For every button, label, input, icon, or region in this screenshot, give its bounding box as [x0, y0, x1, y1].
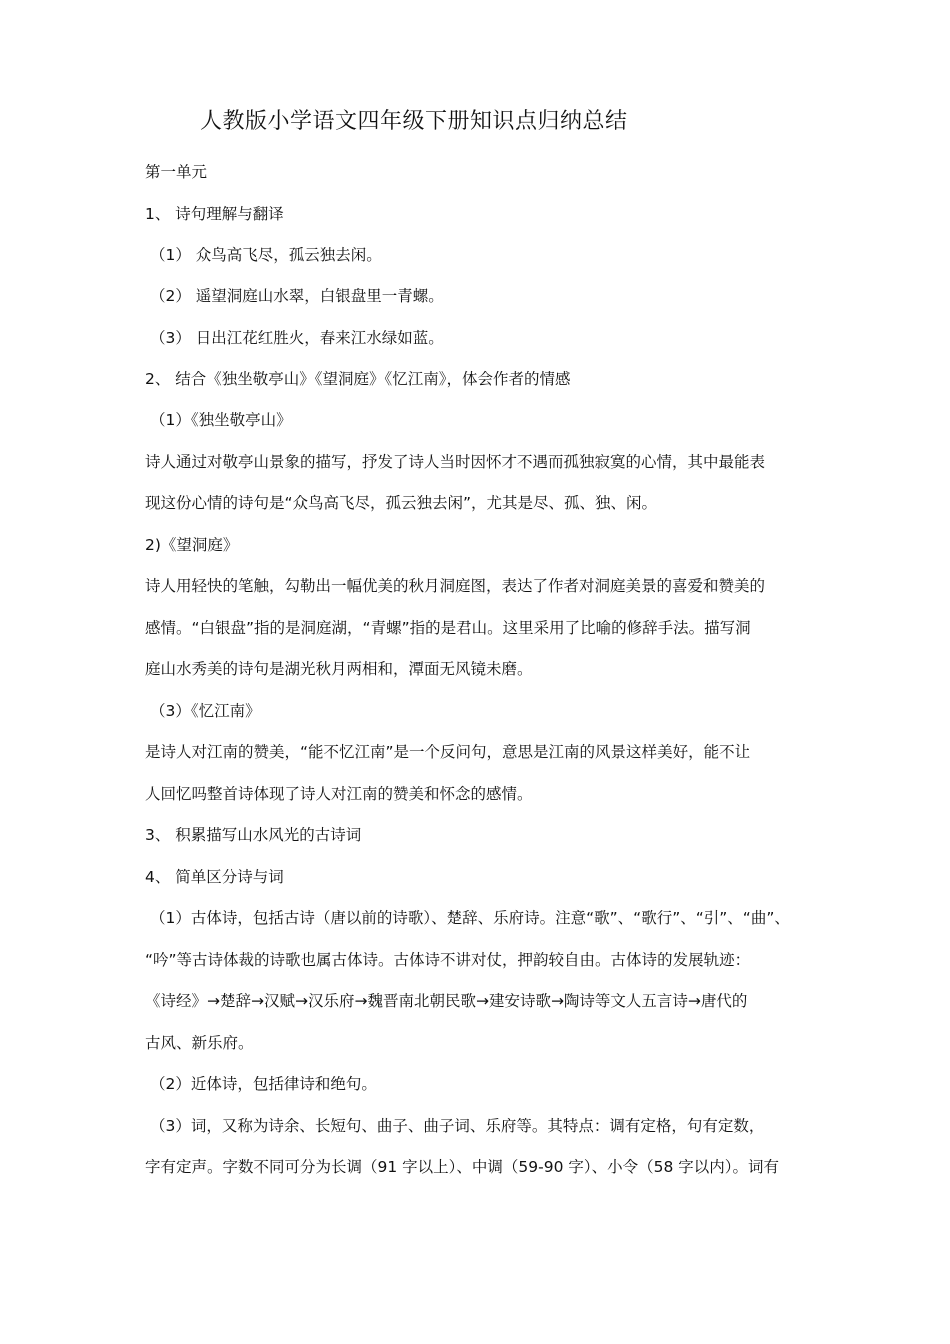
- document-title: 人教版小学语文四年级下册知识点归纳总结: [200, 109, 628, 134]
- paragraph-line: 《诗经》→楚辞→汉赋→汉乐府→魏晋南北朝民歌→建安诗歌→陶诗等文人五言诗→唐代的: [145, 992, 748, 1010]
- paragraph-line: 古风、新乐府。: [145, 1034, 254, 1052]
- paragraph-line: 是诗人对江南的赞美，“能不忆江南”是一个反问句，意思是江南的风景这样美好，能不让: [145, 743, 751, 761]
- subsection-heading: （3）《忆江南》: [150, 702, 261, 720]
- paragraph-line: 感情。“白银盘”指的是洞庭湖，“青螺”指的是君山。这里采用了比喻的修辞手法。描写洞: [145, 619, 751, 637]
- section-heading: 3、 积累描写山水风光的古诗词: [145, 826, 362, 844]
- subsection-heading: 2)《望洞庭》: [145, 536, 239, 554]
- paragraph-line: （2）近体诗，包括律诗和绝句。: [150, 1075, 377, 1093]
- section-heading: 1、 诗句理解与翻译: [145, 205, 284, 223]
- paragraph-line: （3）词，又称为诗余、长短句、曲子、曲子词、乐府等。其特点：调有定格，句有定数，: [150, 1117, 765, 1135]
- subsection-heading: （1）《独坐敬亭山》: [150, 411, 292, 429]
- paragraph-line: 人回忆吗整首诗体现了诗人对江南的赞美和怀念的感情。: [145, 785, 533, 803]
- poem-line: （3） 日出江花红胜火，春来江水绿如蓝。: [150, 329, 444, 347]
- poem-line: （1） 众鸟高飞尽，孤云独去闲。: [150, 246, 382, 264]
- section-heading: 4、 简单区分诗与词: [145, 868, 284, 886]
- paragraph-line: “吟”等古诗体裁的诗歌也属古体诗。古体诗不讲对仗，押韵较自由。古体诗的发展轨迹：: [145, 951, 751, 969]
- unit-heading: 第一单元: [145, 163, 208, 181]
- paragraph-line: 现这份心情的诗句是“众鸟高飞尽，孤云独去闲”，尤其是尽、孤、独、闲。: [145, 494, 658, 512]
- paragraph-line: 庭山水秀美的诗句是湖光秋月两相和，潭面无风镜未磨。: [145, 660, 533, 678]
- poem-line: （2） 遥望洞庭山水翠，白银盘里一青螺。: [150, 287, 444, 305]
- paragraph-line: 诗人用轻快的笔触，勾勒出一幅优美的秋月洞庭图，表达了作者对洞庭美景的喜爱和赞美的: [145, 577, 766, 595]
- paragraph-line: 诗人通过对敬亭山景象的描写，抒发了诗人当时因怀才不遇而孤独寂寞的心情，其中最能表: [145, 453, 766, 471]
- section-heading: 2、 结合《独坐敬亭山》《望洞庭》《忆江南》，体会作者的情感: [145, 370, 571, 388]
- paragraph-line: （1）古体诗，包括古诗（唐以前的诗歌）、楚辞、乐府诗。注意“歌”、“歌行”、“引”、“曲”、: [150, 909, 790, 927]
- paragraph-line: 字有定声。字数不同可分为长调（91 字以上）、中调（59-90 字）、小令（58 字以内）。词有: [145, 1158, 780, 1176]
